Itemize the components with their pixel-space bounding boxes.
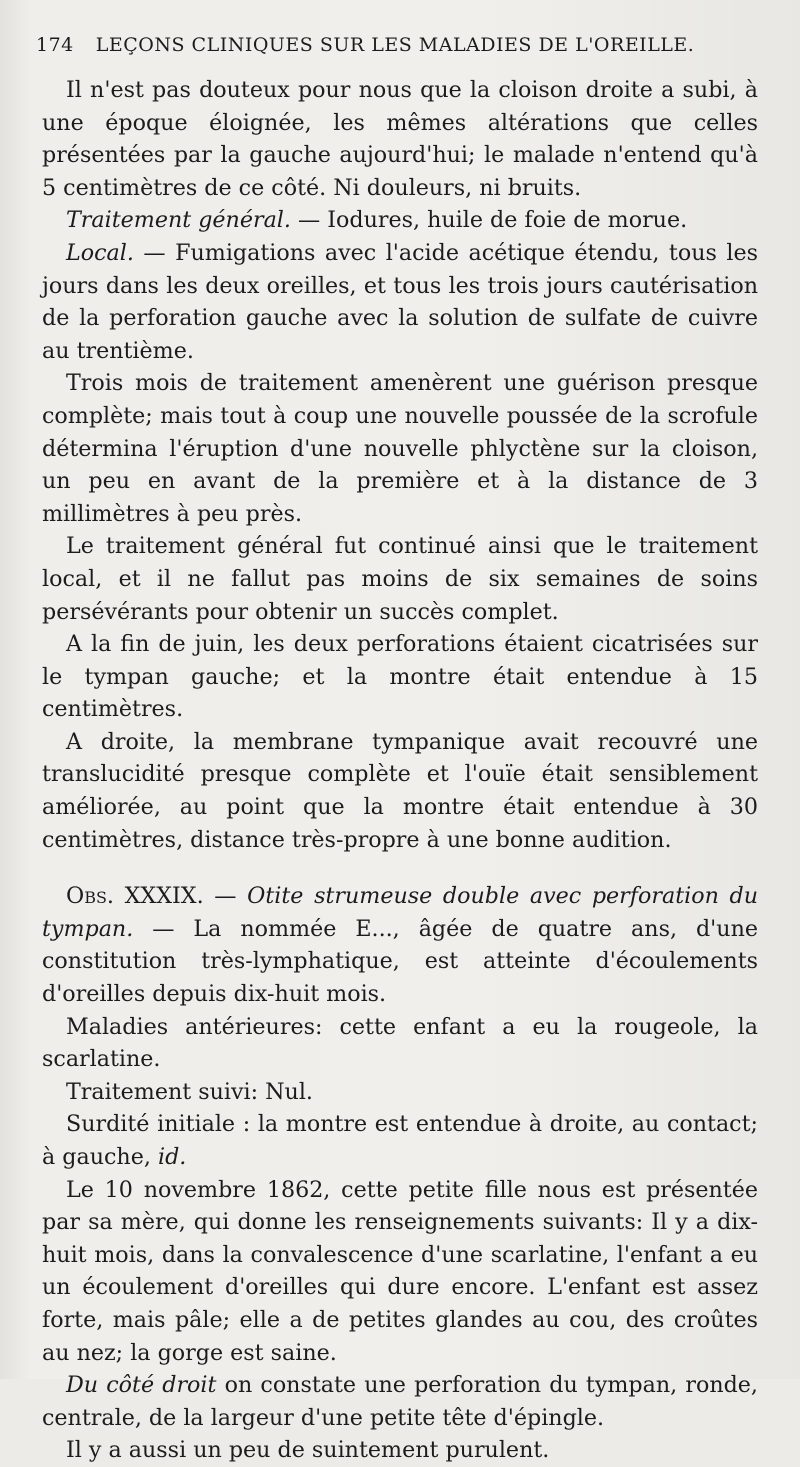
paragraph-text: Le 10 novembre 1862, cette petite fille nous est présentée par sa mère, qui donne les renseignements suivants: Il y a dix-huit mois, dans la convalescence d'une scarlatine, l'enfant a eu un écoulement d'oreilles qui dure encore. L'enfant est assez forte, mais pâle; elle a de petites glandes au cou, des croûtes au nez; la gorge est saine. xyxy=(42,1176,758,1366)
paragraph xyxy=(42,1011,758,1076)
paragraph xyxy=(42,367,758,530)
paragraph xyxy=(42,1434,758,1467)
paragraph-text: Trois mois de traitement amenèrent une guérison presque complète; mais tout à coup une nouvelle poussée de la scrofule détermina l'éruption d'une nouvelle phlyctène sur la cloison, un peu en avant de la première et à la distance de 3 millimètres à peu près. xyxy=(42,370,758,527)
paragraph xyxy=(42,1076,758,1109)
observation-heading xyxy=(42,880,758,1010)
observation-ref: Obs. XXXIX. xyxy=(66,883,204,910)
paragraph xyxy=(42,237,758,367)
paragraph xyxy=(42,1174,758,1370)
paragraph-label: Local. xyxy=(66,239,134,266)
paragraph xyxy=(42,628,758,726)
running-title: LEÇONS CLINIQUES SUR LES MALADIES DE L'OREILLE. xyxy=(95,34,695,56)
running-head xyxy=(36,34,760,56)
paragraph xyxy=(42,530,758,628)
paragraph-text: — Fumigations avec l'acide acétique étendu, tous les jours dans les deux oreilles, et tous les trois jours cautérisation de la perforation gauche avec la solution de sulfate de cuivre au trentième. xyxy=(42,239,758,364)
paragraph-text: Surdité initiale : la montre est entendue à droite, au contact; à gauche, xyxy=(42,1111,758,1170)
paragraph-text: Il n'est pas douteux pour nous que la cloison droite a subi, à une époque éloignée, les mêmes altérations que celles présentées par la gauche aujourd'hui; le malade n'entend qu'à 5 centimètres de ce côté. Ni douleurs, ni bruits. xyxy=(42,77,758,201)
paragraph-label: Traitement général. xyxy=(66,207,291,234)
paragraph xyxy=(42,1108,758,1173)
paragraph-text: A droite, la membrane tympanique avait recouvré une translucidité presque complète et l'ouïe était sensiblement améliorée, au point que la montre était entendue à 30 centimètres, distance très-propre à une bonne audition. xyxy=(42,728,758,853)
observation-intro: — La nommée E..., âgée de quatre ans, d'une constitution très-lymphatique, est atteinte d'écoulements d'oreilles depuis dix-huit mois. xyxy=(42,915,758,1008)
paragraph-text: — Iodures, huile de foie de morue. xyxy=(290,207,688,234)
paragraph-text: A la fin de juin, les deux perforations étaient cicatrisées sur le tympan gauche; et la montre était entendue à 15 centimètres. xyxy=(42,631,758,723)
paragraph-text: Traitement suivi: Nul. xyxy=(66,1078,313,1105)
observation-title: Otite strumeuse double avec perforation du tympan. xyxy=(42,883,759,942)
paragraph-text: Maladies antérieures: cette enfant a eu la rougeole, la scarlatine. xyxy=(42,1013,758,1073)
page-number: 174 xyxy=(36,34,74,56)
paragraph xyxy=(42,726,758,856)
paragraph xyxy=(42,204,758,237)
paragraph-text: Le traitement général fut continué ainsi que le traitement local, et il ne fallut pas moins de six semaines de soins persévérants pour obtenir un succès complet. xyxy=(42,533,758,625)
page-body xyxy=(42,74,758,1467)
paragraph-text: Il y a aussi un peu de suintement purulent. xyxy=(66,1437,550,1464)
paragraph-text: on constate une perforation du tympan, ronde, centrale, de la largeur d'une petite tête d'épingle. xyxy=(42,1372,758,1431)
paragraph-tail: id. xyxy=(157,1144,187,1170)
paragraph xyxy=(42,74,758,204)
paragraph-label: Du côté droit xyxy=(66,1372,217,1399)
observation-dash: — xyxy=(203,883,248,910)
